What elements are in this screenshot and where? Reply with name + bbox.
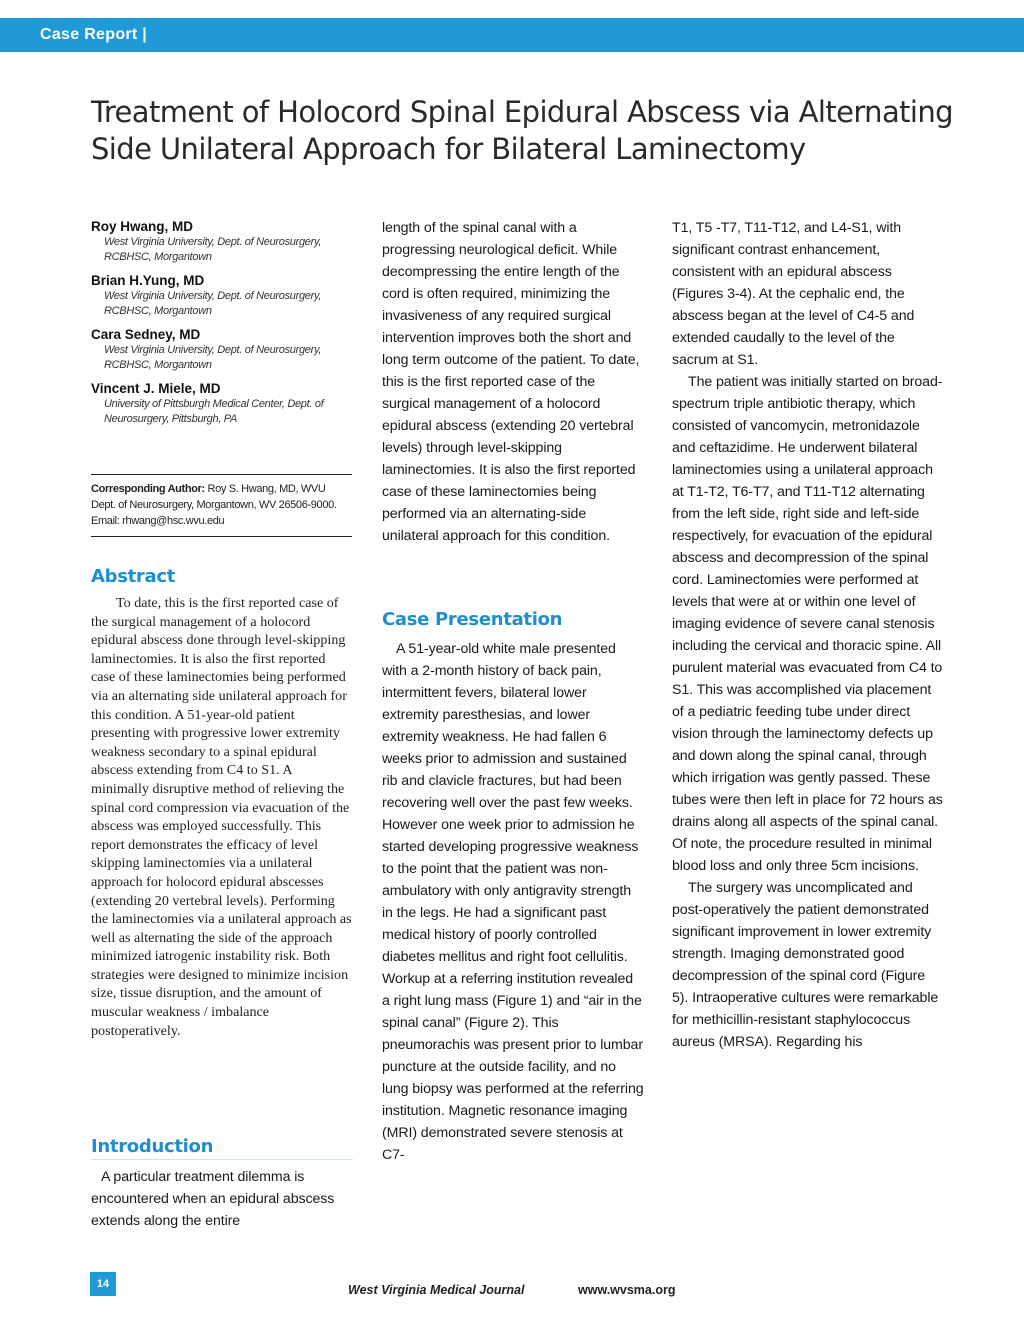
author-affiliation: University of Pittsburgh Medical Center, Dept. of Neurosurgery, Pittsburgh, PA: [104, 398, 324, 425]
page-number: 14: [90, 1272, 116, 1296]
author-affiliation: West Virginia University, Dept. of Neurosurgery, RCBHSC, Morgantown: [104, 290, 322, 317]
journal-url: www.wvsma.org: [578, 1283, 676, 1297]
abstract-body: To date, this is the first reported case of the surgical management of a holocord epidural abscess done through level-skipping laminectomies. It is also the first reported case of these laminectomies being performed via an alternating side unilateral approach for this condition. A 51-year-old patient presenting with progressive lower extremity weakness secondary to a spinal epidural abscess extending from C4 to S1. A minimally disruptive method of relieving the spinal cord compression via evacuation of the abscess was employed successfully. This report demonstrates the efficacy of level skipping laminectomies via a unilateral approach for holocord epidural abscesses (extending 20 vertebral levels). Performing the laminectomies via a unilateral approach as well as alternating the side of the approach minimized iatrogenic instability risk. Both strategies were designed to minimize incision size, tissue disruption, and the amount of muscular weakness / imbalance postoperatively.: [91, 595, 352, 1039]
author-name: Brian H.Yung, MD: [91, 273, 205, 288]
introduction-body: A particular treatment dilemma is encountered when an epidural abscess extends along the entire: [91, 1169, 335, 1229]
introduction-body-continued: length of the spinal canal with a progressing neurological deficit. While decompressing the entire length of the cord is often required, minimizing the invasiveness of any required surgical intervention improves both the short and long term outcome of the patient. To date, this is the first reported case of the surgical management of a holocord epidural abscess (extending 20 vertebral levels) through level-skipping laminectomies. It is also the first reported case of these laminectomies being performed via an alternating-side unilateral approach for this condition.: [382, 220, 640, 544]
author-entry: [91, 380, 353, 427]
section-banner: [0, 18, 1024, 52]
author-list: [91, 218, 353, 434]
author-affiliation: West Virginia University, Dept. of Neurosurgery, RCBHSC, Morgantown: [104, 236, 322, 263]
section-label: Case Report |: [40, 26, 148, 43]
author-entry: [91, 272, 353, 319]
author-name: Vincent J. Miele, MD: [91, 381, 221, 396]
corresponding-author-details: Roy S. Hwang, MD, WVU Dept. of Neurosurgery, Morgantown, WV 26506-9000. Email: rhwang@hsc.wvu.edu: [91, 483, 337, 527]
article-title: Treatment of Holocord Spinal Epidural Abscess via Alternating Side Unilateral Approach for Bilateral Laminectomy: [91, 95, 953, 166]
corresponding-author-label: Corresponding Author:: [91, 483, 205, 495]
column-three: [672, 217, 944, 1053]
case-presentation-heading: Case Presentation: [382, 609, 563, 630]
case-presentation-paragraph-2: The patient was initially started on broad-spectrum triple antibiotic therapy, which consisted of vancomycin, metronidazole and ceftazidime. He underwent bilateral laminectomies using a unilateral approach at T1-T2, T6-T7, and T11-T12 alternating from the left side, right side and left-side respectively, for evacuation of the epidural abscess and decompression of the spinal cord. Laminectomies were performed at levels that were at or within one level of imaging evidence of severe canal stenosis including the cervical and thoracic spine. All purulent material was evacuated from C4 to S1. This was accomplished via placement of a pediatric feeding tube under direct vision through the laminectomy defects up and down along the spinal canal, through which irrigation was gently passed. These tubes were then left in place for 72 hours as drains along all aspects of the spinal canal. Of note, the procedure resulted in minimal blood loss and only three 5cm incisions.: [672, 374, 943, 874]
author-entry: [91, 326, 353, 373]
introduction-heading: Introduction: [91, 1136, 353, 1160]
author-entry: [91, 218, 353, 265]
case-presentation-paragraph-1-continued: T1, T5 -T7, T11-T12, and L4-S1, with significant contrast enhancement, consistent with an epidural abscess (Figures 3-4). At the cephalic end, the abscess began at the level of C4-5 and extended caudally to the level of the sacrum at S1.: [672, 220, 915, 368]
case-presentation-paragraph-3: The surgery was uncomplicated and post-operatively the patient demonstrated significant improvement in lower extremity strength. Imaging demonstrated good decompression of the spinal cord (Figure 5). Intraoperative cultures were remarkable for methicillin-resistant staphylococcus aureus (MRSA). Regarding his: [672, 880, 939, 1050]
corresponding-author-box: [91, 474, 352, 537]
case-presentation-paragraph-1: A 51-year-old white male presented with a 2-month history of back pain, intermittent fevers, bilateral lower extremity paresthesias, and lower extremity weakness. He had fallen 6 weeks prior to admission and sustained rib and clavicle fractures, but had been recovering well over the past few weeks. However one week prior to admission he started developing progressive weakness to the point that the patient was non-ambulatory with only antigravity strength in the legs. He had a significant past medical history of poorly controlled diabetes mellitus and right foot cellulitis. Workup at a referring institution revealed a right lung mass (Figure 1) and “air in the spinal canal” (Figure 2). This pneumorachis was present prior to lumbar puncture at the outside facility, and no lung biopsy was performed at the referring institution. Magnetic resonance imaging (MRI) demonstrated severe stenosis at C7-: [382, 641, 644, 1163]
author-name: Roy Hwang, MD: [91, 219, 194, 234]
journal-name: West Virginia Medical Journal: [348, 1283, 525, 1297]
abstract-heading: Abstract: [91, 566, 176, 587]
author-affiliation: West Virginia University, Dept. of Neurosurgery, RCBHSC, Morgantown: [104, 344, 322, 371]
author-name: Cara Sedney, MD: [91, 327, 201, 342]
